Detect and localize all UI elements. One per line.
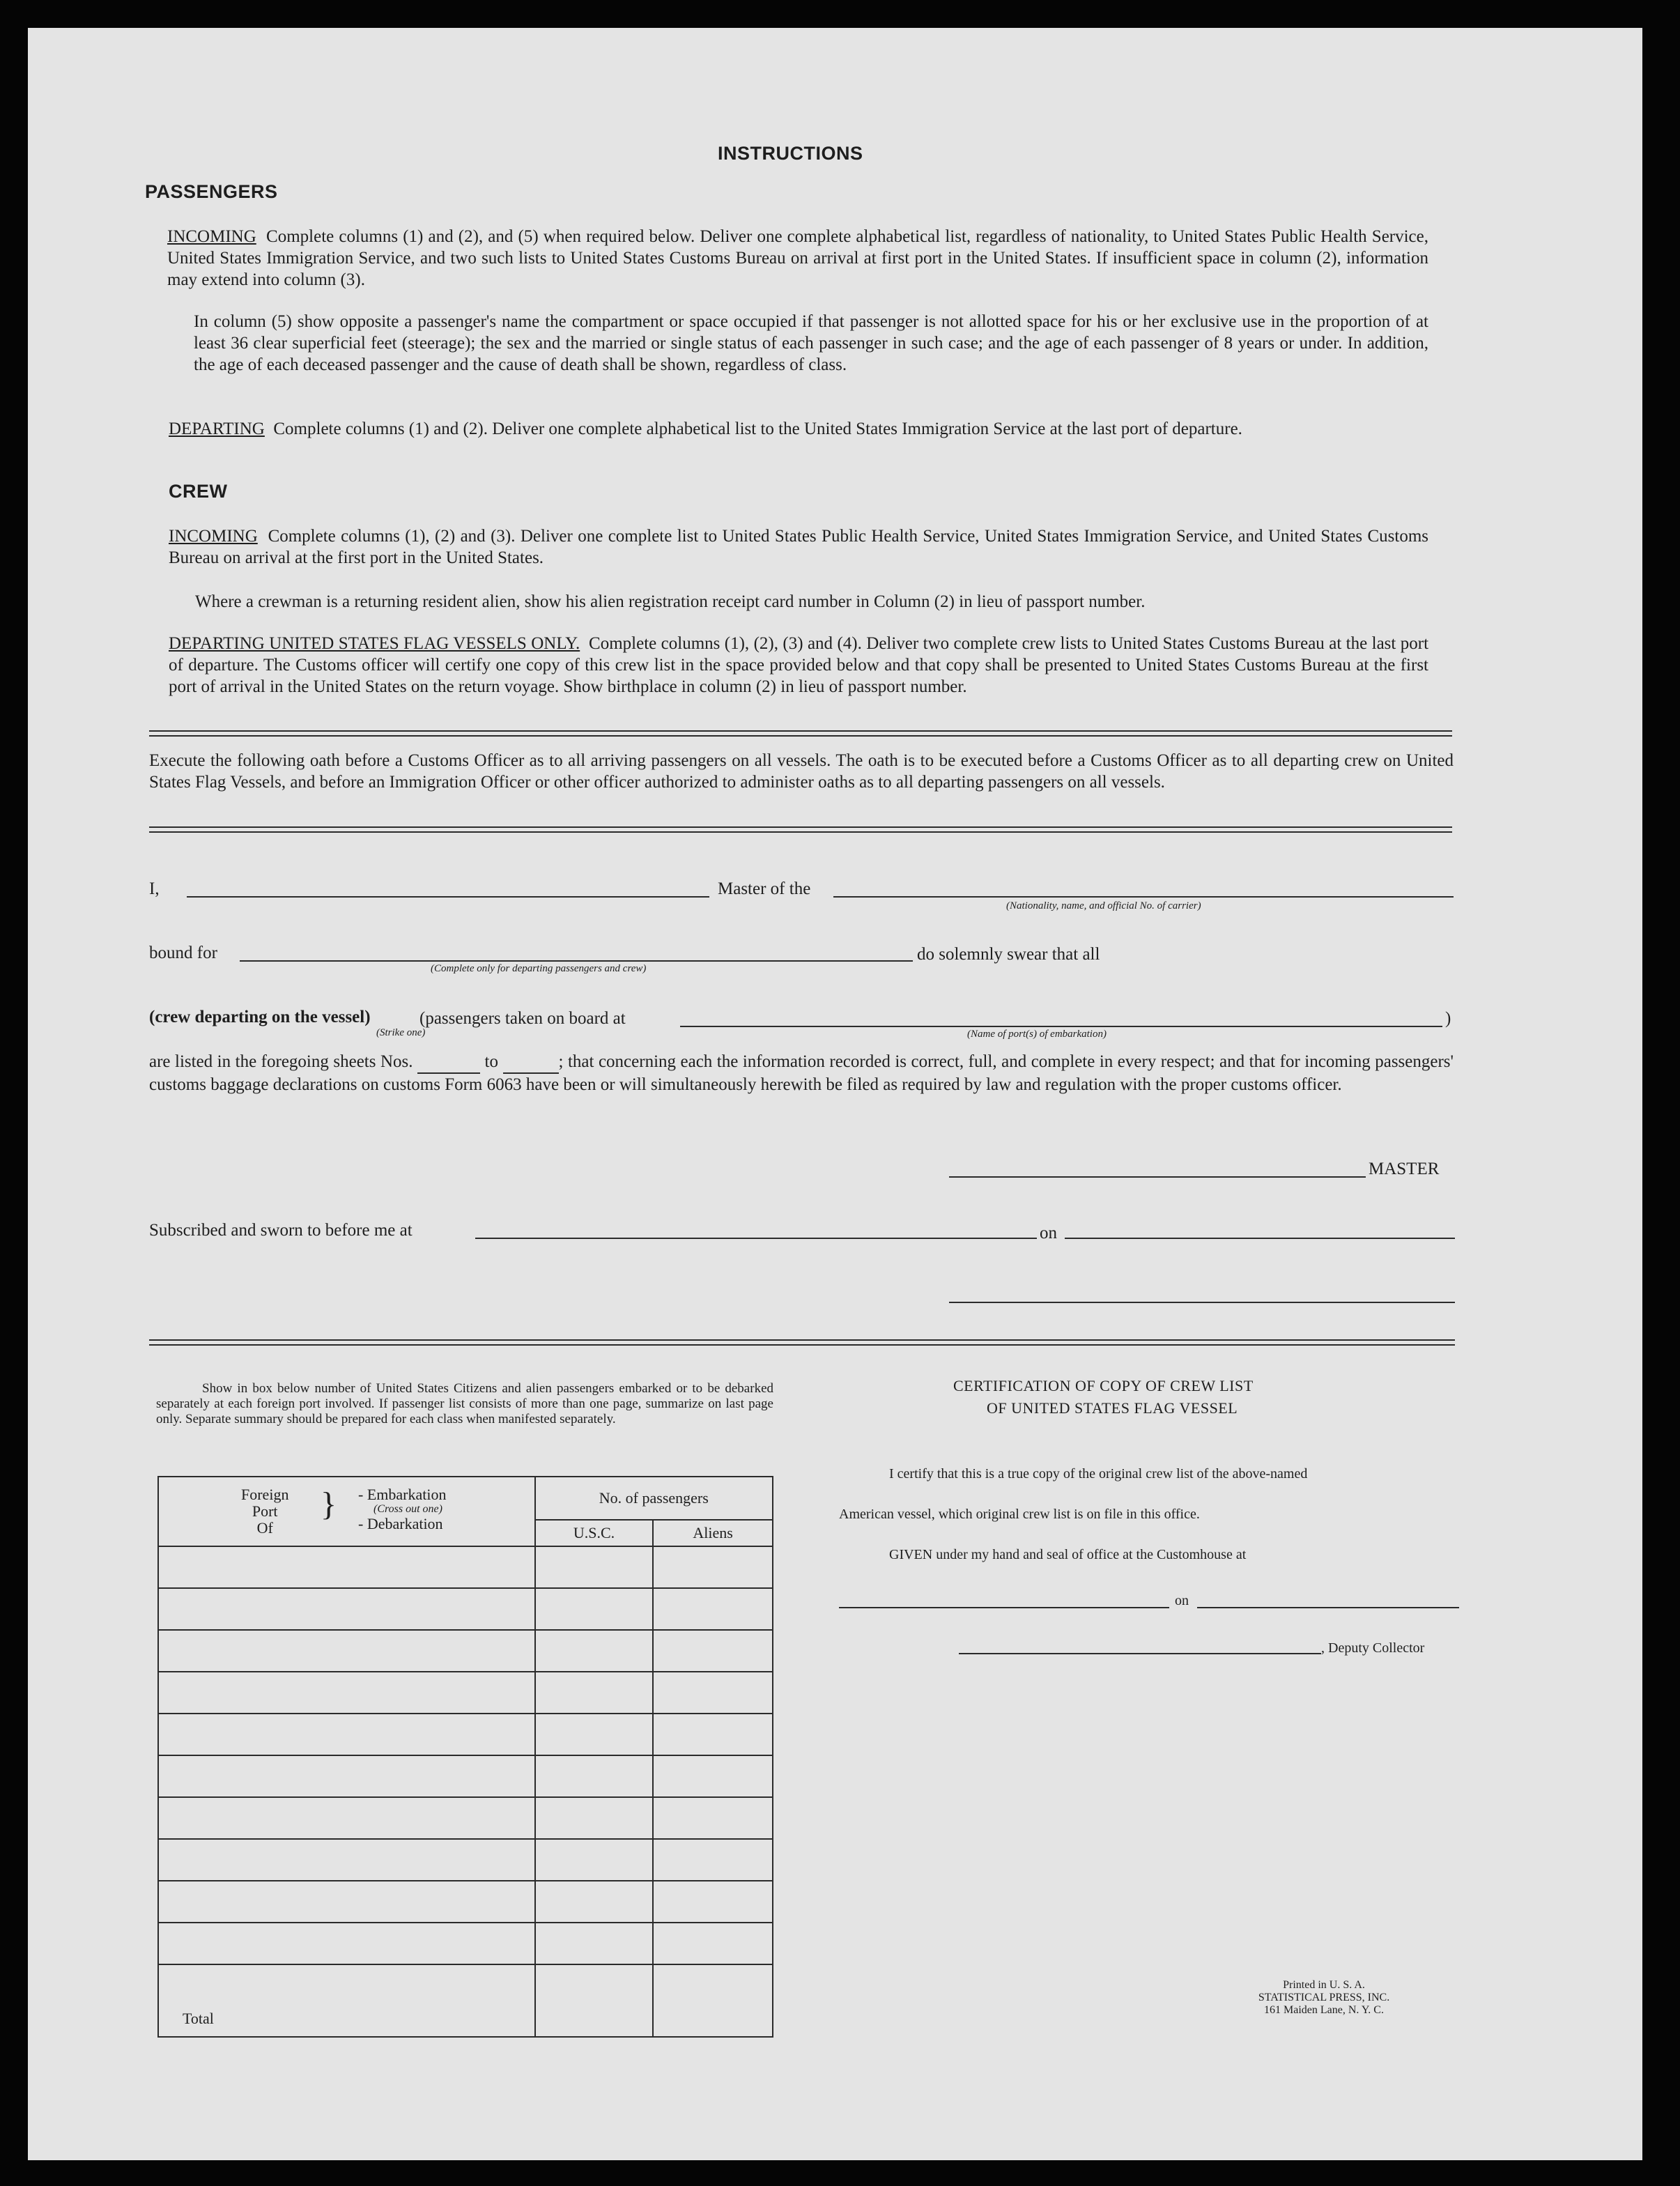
port-header-cell [158,1477,535,1546]
subscribed-on-label: on [1040,1224,1057,1242]
strike-one-hint: (Strike one) [376,1027,426,1038]
total-usc-cell[interactable] [535,1964,654,2037]
table-row [158,1546,773,1588]
port-cell[interactable] [158,1714,535,1755]
debarkation-label[interactable]: - Debarkation [358,1515,443,1532]
deputy-signature-field[interactable] [959,1653,1321,1654]
port-cell[interactable] [158,1923,535,1964]
port-cell[interactable] [158,1546,535,1588]
passengers-taken-option[interactable]: (passengers taken on board at [419,1009,626,1028]
oath-intro: Execute the following oath before a Customs Officer as to all arriving passengers on all vessels. The oath is to be executed before a Customs Officer as to all departing crew on United States Flag Vessels, and before an Immigration Officer or other officer authorized to administer oaths as to all departing passengers on all vessels. [149,751,1454,792]
port-cell[interactable] [158,1797,535,1839]
to-label: to [484,1052,498,1071]
total-row [158,1964,773,2037]
passengers-heading: PASSENGERS [145,181,278,202]
crew-departing-paragraph [169,633,1428,698]
total-label: Total [183,2010,214,2027]
sheet-to-field[interactable] [503,1051,559,1074]
table-row [158,1923,773,1964]
subscribed-label: Subscribed and sworn to before me at [149,1221,413,1240]
master-label: MASTER [1369,1160,1440,1178]
subscribed-date-field[interactable] [1065,1238,1455,1239]
crew-incoming-label: INCOMING [169,527,258,546]
passengers-incoming-paragraph [167,226,1428,291]
aliens-cell[interactable] [653,1672,773,1714]
given-line: GIVEN under my hand and seal of office at the Customhouse at [889,1547,1247,1562]
aliens-cell[interactable] [653,1839,773,1881]
printer-imprint: Printed in U. S. A. STATISTICAL PRESS, INC. 161 Maiden Lane, N. Y. C. [1258,1979,1390,2016]
master-name-field[interactable] [187,896,709,898]
customhouse-field[interactable] [839,1607,1169,1608]
ports-hint: (Name of port(s) of embarkation) [967,1029,1107,1040]
embarkation-ports-field[interactable] [680,1026,1442,1027]
port-cell[interactable] [158,1881,535,1923]
bound-for-field[interactable] [240,960,913,962]
total-aliens-cell[interactable] [653,1964,773,2037]
column5-paragraph: In column (5) show opposite a passenger's name the compartment or space occupied if that passenger is not allotted space for his or her exclusive use in the proportion of at least 36 clear superficial feet (steerage); the sex and the married or single status of each passenger in such case; and the age of each passenger of 8 years or under. In addition, the age of each deceased passenger and the cause of death shall be shown, regardless of class. [194,312,1428,374]
usc-header: U.S.C. [535,1520,654,1546]
table-row [158,1714,773,1755]
certification-title-2: OF UNITED STATES FLAG VESSEL [987,1399,1238,1417]
section-divider-1 [149,730,1452,737]
usc-cell[interactable] [535,1755,654,1797]
master-of-the-label: Master of the [718,879,811,898]
table-row [158,1672,773,1714]
crew-departing-option[interactable]: (crew departing on the vessel) [149,1008,371,1026]
usc-cell[interactable] [535,1881,654,1923]
bound-for-label: bound for [149,944,217,962]
table-row [158,1755,773,1797]
instructions-title: INSTRUCTIONS [718,143,863,164]
no-of-passengers-header: No. of passengers [535,1477,773,1520]
usc-cell[interactable] [535,1714,654,1755]
passengers-departing-paragraph [169,418,1428,440]
summary-instructions: Show in box below number of United States Citizens and alien passengers embarked or to be debarked separately at each foreign port involved. If passenger list consists of more than one page, summarize on last page only. Separate summary should be prepared for each class when manifested separately. [156,1381,773,1426]
swear-text: do solemnly swear that all [917,945,1100,964]
aliens-cell[interactable] [653,1588,773,1630]
usc-cell[interactable] [535,1672,654,1714]
cross-out-hint: (Cross out one) [373,1503,442,1515]
usc-cell[interactable] [535,1588,654,1630]
section-divider-3 [149,1339,1455,1346]
table-row [158,1839,773,1881]
usc-cell[interactable] [535,1923,654,1964]
departing-text: Complete columns (1) and (2). Deliver one complete alphabetical list to the United States Immigration Service at the last port of departure. [273,420,1242,438]
sheet-from-field[interactable] [417,1051,480,1074]
aliens-cell[interactable] [653,1630,773,1672]
embarkation-label[interactable]: - Embarkation [358,1486,447,1503]
crew-incoming-paragraph [169,525,1428,569]
brace-icon: } [321,1486,337,1523]
carrier-hint: (Nationality, name, and official No. of carrier) [1006,900,1201,911]
aliens-cell[interactable] [653,1923,773,1964]
crew-incoming-text: Complete columns (1), (2) and (3). Deliver one complete list to United States Public Health Service, United States Immigration Service, and United States Customs Bureau on arrival at the first port in the United States. [169,527,1428,567]
crew-resident-paragraph: Where a crewman is a returning resident alien, show his alien registration receipt card number in Column (2) in lieu of passport number. [195,592,1146,611]
cert-on-label: on [1175,1593,1189,1608]
master-signature-field[interactable] [949,1176,1366,1178]
subscribed-place-field[interactable] [475,1238,1037,1239]
table-row [158,1881,773,1923]
listed-text-2: ; that concerning each the information recorded is correct, full, and complete in every respect; and that for incoming passengers' customs baggage declarations on customs Form 6063 have been or will simultaneously herewith be filed as required by law and regulation with the proper customs officer. [149,1052,1454,1094]
foreign-port-of: Foreign Port Of [241,1486,289,1537]
incoming-label: INCOMING [167,227,256,246]
usc-cell[interactable] [535,1797,654,1839]
usc-cell[interactable] [535,1839,654,1881]
aliens-cell[interactable] [653,1546,773,1588]
listed-text-1: are listed in the foregoing sheets Nos. [149,1052,413,1071]
port-cell[interactable] [158,1588,535,1630]
embark-debark-options[interactable] [358,1486,446,1532]
certify-line-2: American vessel, which original crew list is on file in this office. [839,1507,1200,1522]
certify-line-1: I certify that this is a true copy of the original crew list of the above-named [889,1466,1308,1481]
crew-heading: CREW [169,481,228,502]
usc-cell[interactable] [535,1630,654,1672]
departing-label: DEPARTING [169,420,265,438]
port-cell[interactable] [158,1672,535,1714]
carrier-field[interactable] [833,896,1454,898]
cert-date-field[interactable] [1197,1607,1459,1608]
section-divider-2 [149,826,1452,833]
oath-i-label: I, [149,879,160,898]
officer-signature-field[interactable] [949,1302,1455,1303]
table-row [158,1797,773,1839]
port-cell[interactable] [158,1630,535,1672]
port-cell[interactable] [158,1755,535,1797]
aliens-header: Aliens [653,1520,773,1546]
aliens-cell[interactable] [653,1881,773,1923]
table-row [158,1630,773,1672]
crew-departing-label: DEPARTING UNITED STATES FLAG VESSELS ONLY. [169,634,580,653]
usc-cell[interactable] [535,1546,654,1588]
total-label-cell [158,1964,535,2037]
aliens-cell[interactable] [653,1797,773,1839]
close-paren: ) [1445,1009,1451,1028]
aliens-cell[interactable] [653,1755,773,1797]
incoming-text: Complete columns (1) and (2), and (5) when required below. Deliver one complete alphabetical list, regardless of nationality, to United States Public Health Service, United States Immigration Service, and two such lists to United States Customs Bureau on arrival at first port in the United States. If insufficient space in column (2), information may extend into column (3). [167,227,1429,289]
bound-for-hint: (Complete only for departing passengers and crew) [431,963,647,974]
listed-paragraph [149,1051,1454,1095]
aliens-cell[interactable] [653,1714,773,1755]
deputy-collector-label: , Deputy Collector [1321,1640,1425,1656]
certification-title-1: CERTIFICATION OF COPY OF CREW LIST [953,1377,1254,1394]
passenger-summary-table [157,1476,773,2038]
table-row [158,1588,773,1630]
port-cell[interactable] [158,1839,535,1881]
crew-departing-text: Complete columns (1), (2), (3) and (4). Deliver two complete crew lists to United States Customs Bureau at the last port of departure. The Customs officer will certify one copy of this crew list in the space provided below and that copy shall be presented to United States Customs Bureau at the first port of arrival in the United States on the return voyage. Show birthplace in column (2) in lieu of passport number. [169,634,1429,696]
